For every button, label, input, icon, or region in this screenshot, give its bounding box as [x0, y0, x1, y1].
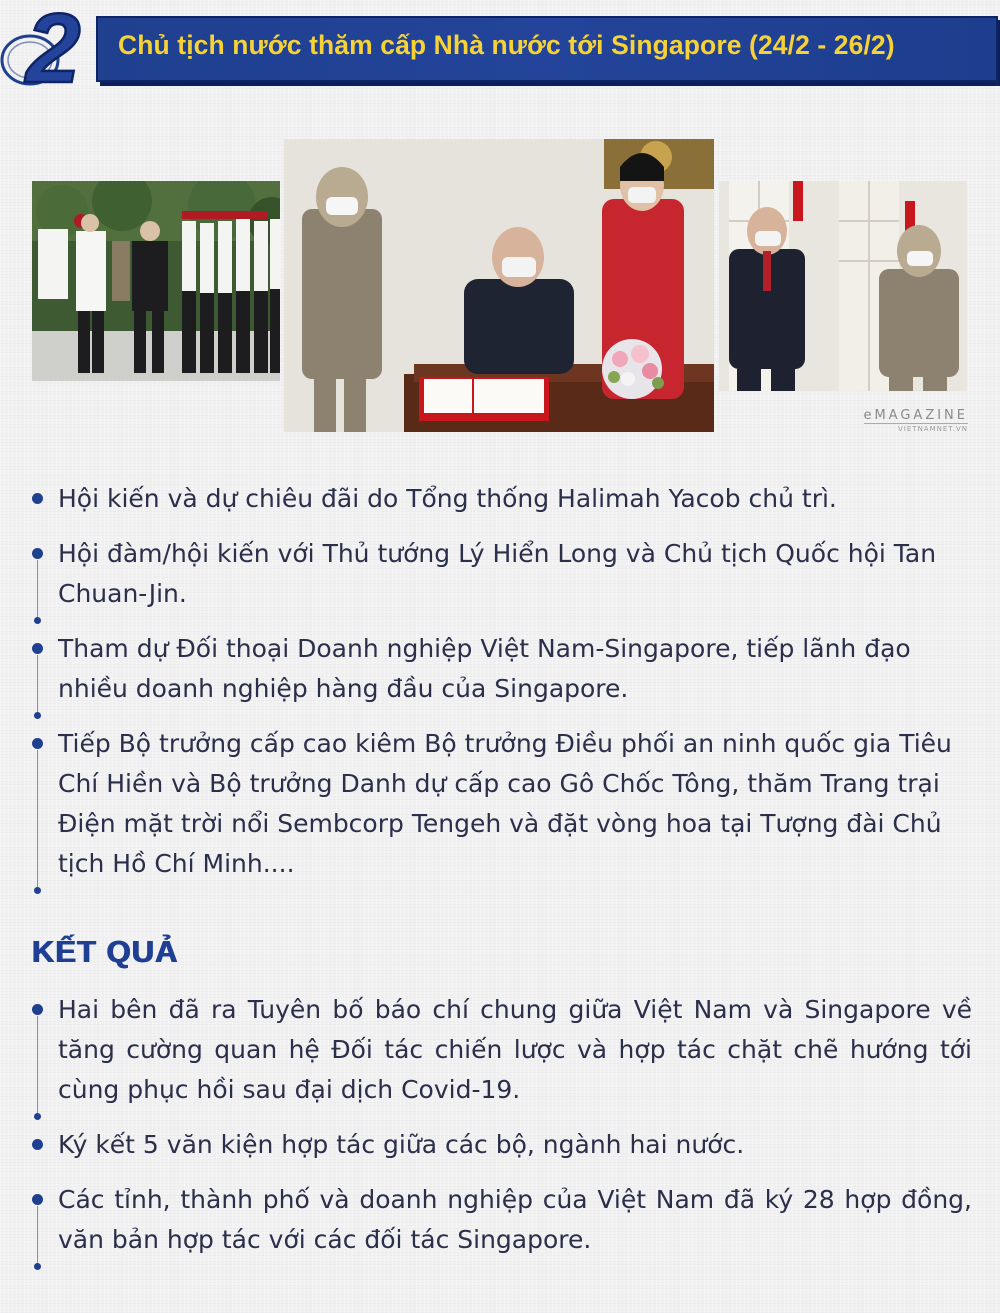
bullet-icon: [32, 493, 43, 504]
section-header: [0, 0, 1000, 92]
bullet-icon: [32, 548, 43, 559]
list-item: [32, 479, 972, 519]
emagazine-watermark: [850, 408, 968, 433]
activities-list: [32, 479, 972, 899]
list-item: [32, 534, 972, 614]
results-heading: KẾT QUẢ: [32, 934, 179, 969]
bullet-line: [37, 1016, 38, 1116]
bullet-line: [37, 1206, 38, 1266]
bullet-icon: [32, 1194, 43, 1205]
list-item: [32, 990, 972, 1110]
bullet-line: [37, 655, 38, 715]
watermark-site: VIETNAMNET.VN: [864, 423, 968, 433]
activity-text: Tham dự Đối thoại Doanh nghiệp Việt Nam-Singapore, tiếp lãnh đạo nhiều doanh nghiệp hàng đầu của Singapore.: [58, 634, 911, 703]
list-item: [32, 1180, 972, 1260]
list-item: [32, 629, 972, 709]
list-item: [32, 1125, 972, 1165]
list-item: [32, 724, 972, 884]
bullet-icon: [32, 1139, 43, 1150]
result-text: Ký kết 5 văn kiện hợp tác giữa các bộ, ngành hai nước.: [58, 1130, 745, 1159]
activity-text: Hội kiến và dự chiêu đãi do Tổng thống Halimah Yacob chủ trì.: [58, 484, 837, 513]
result-text: Hai bên đã ra Tuyên bố báo chí chung giữa Việt Nam và Singapore về tăng cường quan hệ Đối tác chiến lược và hợp tác chặt chẽ hướng tới cùng phục hồi sau đại dịch Covid-19.: [58, 995, 972, 1104]
bullet-icon: [32, 643, 43, 654]
bullet-icon: [32, 1004, 43, 1015]
signing-guestbook-photo: [284, 139, 714, 432]
result-text: Các tỉnh, thành phố và doanh nghiệp của Việt Nam đã ký 28 hợp đồng, văn bản hợp tác với các đối tác Singapore.: [58, 1185, 972, 1254]
activity-text: Tiếp Bộ trưởng cấp cao kiêm Bộ trưởng Điều phối an ninh quốc gia Tiêu Chí Hiền và Bộ trưởng Danh dự cấp cao Gô Chốc Tông, thăm Trang trại Điện mặt trời nổi Sembcorp Tengeh và đặt vòng hoa tại Tượng đài Chủ tịch Hồ Chí Minh....: [58, 729, 952, 878]
guard-of-honour-photo: [32, 181, 280, 381]
section-title: Chủ tịch nước thăm cấp Nhà nước tới Singapore (24/2 - 26/2): [118, 30, 895, 60]
activity-text: Hội đàm/hội kiến với Thủ tướng Lý Hiển Long và Chủ tịch Quốc hội Tan Chuan-Jin.: [58, 539, 937, 608]
bullet-line: [37, 750, 38, 890]
bullet-icon: [32, 738, 43, 749]
bullet-line: [37, 560, 38, 620]
results-list: [32, 990, 972, 1275]
section-number: 2: [26, 0, 81, 92]
president-meeting-photo: [719, 181, 967, 391]
watermark-brand: eMAGAZINE: [863, 408, 968, 423]
title-bar: [96, 16, 998, 82]
